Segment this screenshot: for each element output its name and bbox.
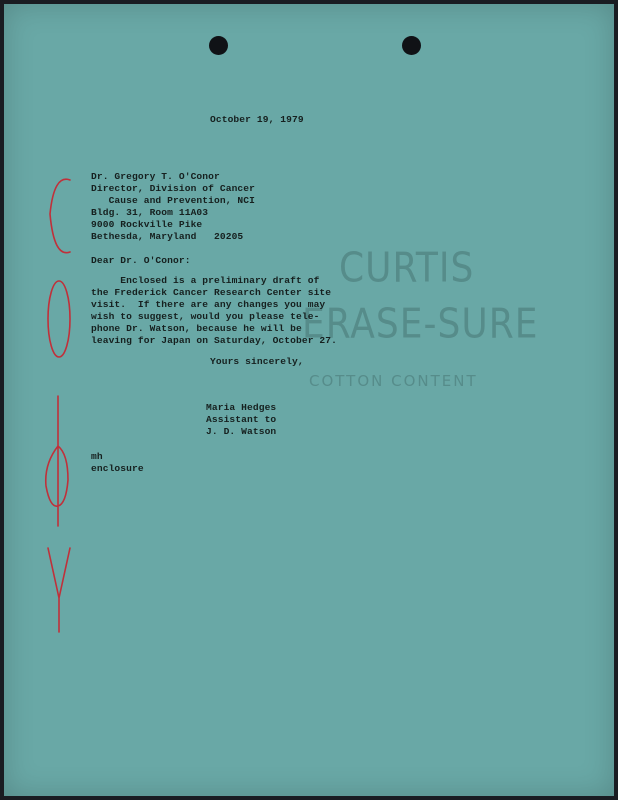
- signature-line: Maria Hedges: [206, 402, 277, 413]
- recipient-line: Director, Division of Cancer: [91, 183, 256, 194]
- copy-stamp: [34, 174, 84, 634]
- body-line: the Frederick Cancer Research Center site: [91, 287, 332, 298]
- body-line: Enclosed is a preliminary draft of: [91, 275, 320, 286]
- enclosure-note: enclosure: [91, 463, 144, 474]
- recipient-line: Dr. Gregory T. O'Conor: [91, 171, 220, 182]
- letter-page: [4, 4, 614, 796]
- recipient-line: Bethesda, Maryland 20205: [91, 231, 244, 242]
- copy-stamp-letter-o: [48, 281, 70, 357]
- signature-line: Assistant to: [206, 414, 277, 425]
- recipient-line: 9000 Rockville Pike: [91, 219, 203, 230]
- copy-stamp-letter-p: [46, 396, 68, 526]
- punch-hole-right: [402, 36, 421, 55]
- body-line: wish to suggest, would you please tele-: [91, 311, 320, 322]
- watermark-line-3: COTTON CONTENT: [309, 372, 478, 390]
- copy-stamp-letter-c: [50, 179, 70, 253]
- copy-stamp-letter-y: [48, 548, 70, 632]
- recipient-line: Bldg. 31, Room 11A03: [91, 207, 209, 218]
- salutation: Dear Dr. O'Conor:: [91, 255, 191, 266]
- closing: Yours sincerely,: [210, 356, 304, 367]
- typist-initials: mh: [91, 451, 103, 462]
- signature-line: J. D. Watson: [206, 426, 277, 437]
- watermark-line-1: CURTIS: [339, 244, 475, 293]
- body-line: leaving for Japan on Saturday, October 27.: [91, 335, 338, 346]
- punch-hole-left: [209, 36, 228, 55]
- body-line: visit. If there are any changes you may: [91, 299, 326, 310]
- body-line: phone Dr. Watson, because he will be: [91, 323, 302, 334]
- letter-date: October 19, 1979: [210, 114, 304, 125]
- watermark-line-2: ERASE-SURE: [302, 300, 539, 349]
- recipient-line: Cause and Prevention, NCI: [91, 195, 256, 206]
